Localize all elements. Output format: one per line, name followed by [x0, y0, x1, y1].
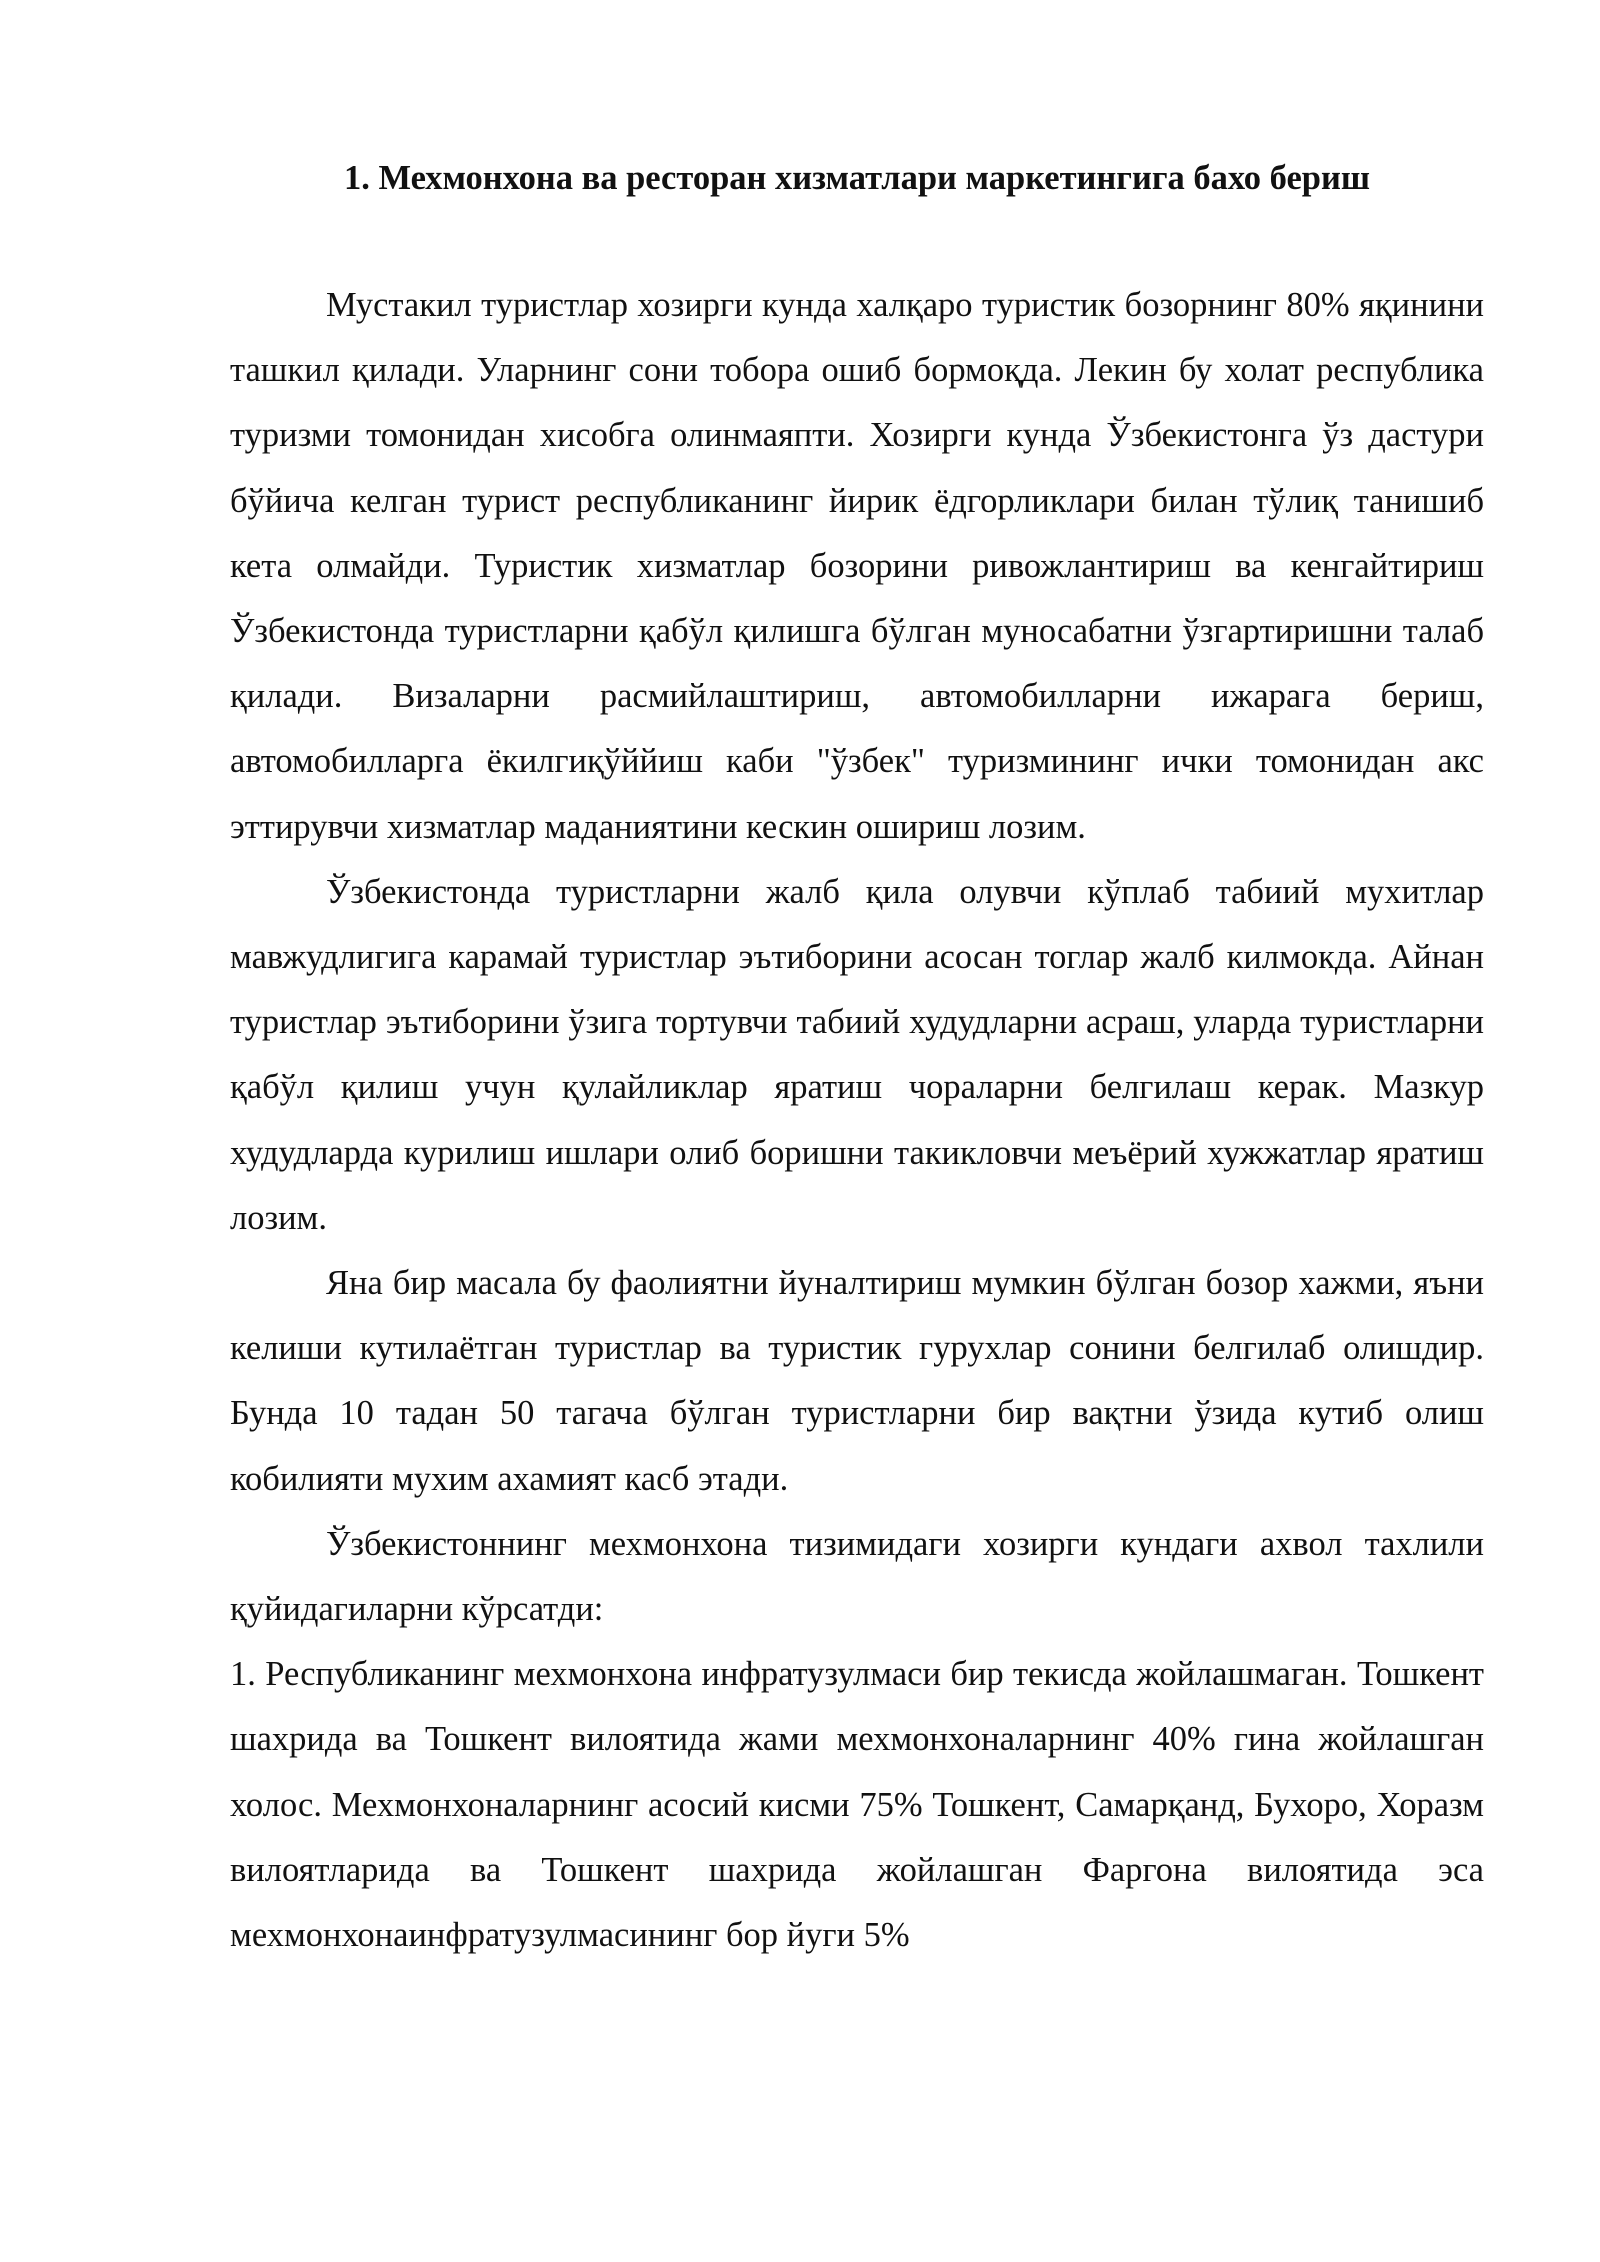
paragraph: Ўзбекистонда туристларни жалб қила олувчи кўплаб табиий мухитлар мавжудлигига карамай туристлар эътиборини асосан тоглар жалб килмокда. Айнан туристлар эътиборини ўзига тортувчи табиий худудларни асраш, уларда туристларни қабўл қилиш учун қулайликлар яратиш чораларни белгилаш керак. Мазкур худудларда курилиш ишлари олиб боришни такикловчи меъёрий хужжатлар яратиш лозим.	[230, 872, 1484, 1237]
page-title: 1. Мехмонхона ва ресторан хизматлари маркетингига бахо бериш	[344, 159, 1370, 197]
numbered-list-item: 1. Республиканинг мехмонхона инфратузулмаси бир текисда жойлашмаган. Тошкент шахрида ва Тошкент вилоятида жами мехмонхоналарнинг 40% гина жойлашган холос. Мехмонхоналарнинг асосий кисми 75% Тошкент, Самарқанд, Бухоро, Хоразм вилоятларида ва Тошкент шахрида жойлашган Фаргона вилоятида эса мехмонхонаинфратузулмасининг бор йуги 5%	[230, 1655, 1484, 1955]
paragraph: Яна бир масала бу фаолиятни йуналтириш мумкин бўлган бозор хажми, яъни келиши кутилаётган туристлар ва туристик гурухлар сонини белгилаб олишдир. Бунда 10 тадан 50 тагача бўлган туристларни бир вақтни ўзида кутиб олиш кобилияти мухим ахамият касб этади.	[230, 1264, 1484, 1498]
paragraph: Ўзбекистоннинг мехмонхона тизимидаги хозирги кундаги ахвол тахлили қуйидагиларни кўрсатди:	[230, 1524, 1484, 1629]
paragraph: Мустакил туристлар хозирги кунда халқаро туристик бозорнинг 80% яқинини ташкил қилади. Уларнинг сони тобора ошиб бормоқда. Лекин бу холат республика туризми томонидан хисобга олинмаяпти. Хозирги кунда Ўзбекистонга ўз дастури бўйича келган турист республиканинг йирик ёдгорликлари билан тўлиқ танишиб кета олмайди. Туристик хизматлар бозорини ривожлантириш ва кенгайтириш Ўзбекистонда туристларни қабўл қилишга бўлган муносабатни ўзгартиришни талаб қилади. Визаларни расмийлаштириш, автомобилларни ижарага бериш, автомобилларга ёкилгиқўййиш каби "ўзбек" туризмининг ички томонидан акс эттирувчи хизматлар маданиятини кескин ошириш лозим.	[230, 286, 1484, 846]
document-body	[230, 273, 1484, 1968]
